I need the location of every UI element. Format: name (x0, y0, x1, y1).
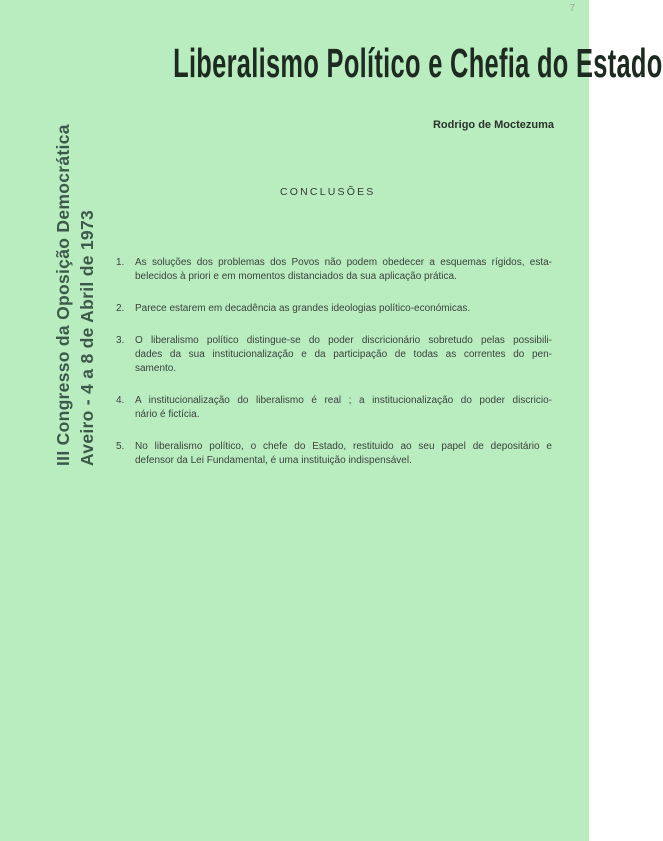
conclusion-number: 5. (116, 441, 125, 452)
conclusion-text (135, 394, 552, 422)
conclusions-list (116, 256, 552, 486)
conclusion-item (116, 302, 552, 316)
conclusion-line: O liberalismo político distingue-se do poder discricionário sobretudo pelas possibili- (135, 335, 552, 346)
conclusion-line: belecidos à priori e em momentos distanciados da sua aplicação prática. (135, 271, 457, 282)
conclusion-number: 3. (116, 335, 125, 346)
conclusion-text (135, 302, 552, 316)
conclusion-number: 2. (116, 303, 125, 314)
conclusion-text (135, 256, 552, 284)
side-caption-text (51, 118, 99, 466)
section-heading: CONCLUSÕES (280, 186, 376, 198)
conclusion-line: Parece estarem em decadência as grandes ideologias político-económicas. (135, 303, 471, 314)
conclusion-line: No liberalismo político, o chefe do Estado, restituido ao seu papel de depositário e (135, 441, 552, 452)
conclusion-line: nário é fictícia. (135, 409, 200, 420)
conclusion-text (135, 440, 552, 468)
conclusion-number: 1. (116, 257, 125, 268)
document-title: Liberalismo Político e Chefia do Estado (173, 40, 663, 86)
conclusion-number: 4. (116, 395, 125, 406)
side-caption (50, 118, 100, 466)
conclusion-line: defensor da Lei Fundamental, é uma instituição indispensável. (135, 455, 412, 466)
author-name: Rodrigo de Moctezuma (432, 119, 554, 131)
conclusion-text (135, 334, 552, 376)
conclusion-item (116, 256, 552, 284)
conclusion-line: A institucionalização do liberalismo é real ; a institucionalização do poder discricio- (135, 395, 552, 406)
conclusion-line: dades da sua institucionalização e da participação de todas as correntes do pen- (135, 349, 552, 360)
page-corner-mark: 7 (569, 3, 575, 14)
side-caption-line-dates: Aveiro - 4 a 8 de Abril de 1973 (77, 209, 97, 466)
conclusion-line: samento. (135, 363, 177, 374)
side-caption-line-congress: III Congresso da Oposição Democrática (53, 124, 73, 466)
conclusion-item (116, 440, 552, 468)
conclusion-line: As soluções dos problemas dos Povos não podem obedecer a esquemas rígidos, esta- (135, 257, 552, 268)
conclusion-item (116, 334, 552, 376)
conclusion-item (116, 394, 552, 422)
